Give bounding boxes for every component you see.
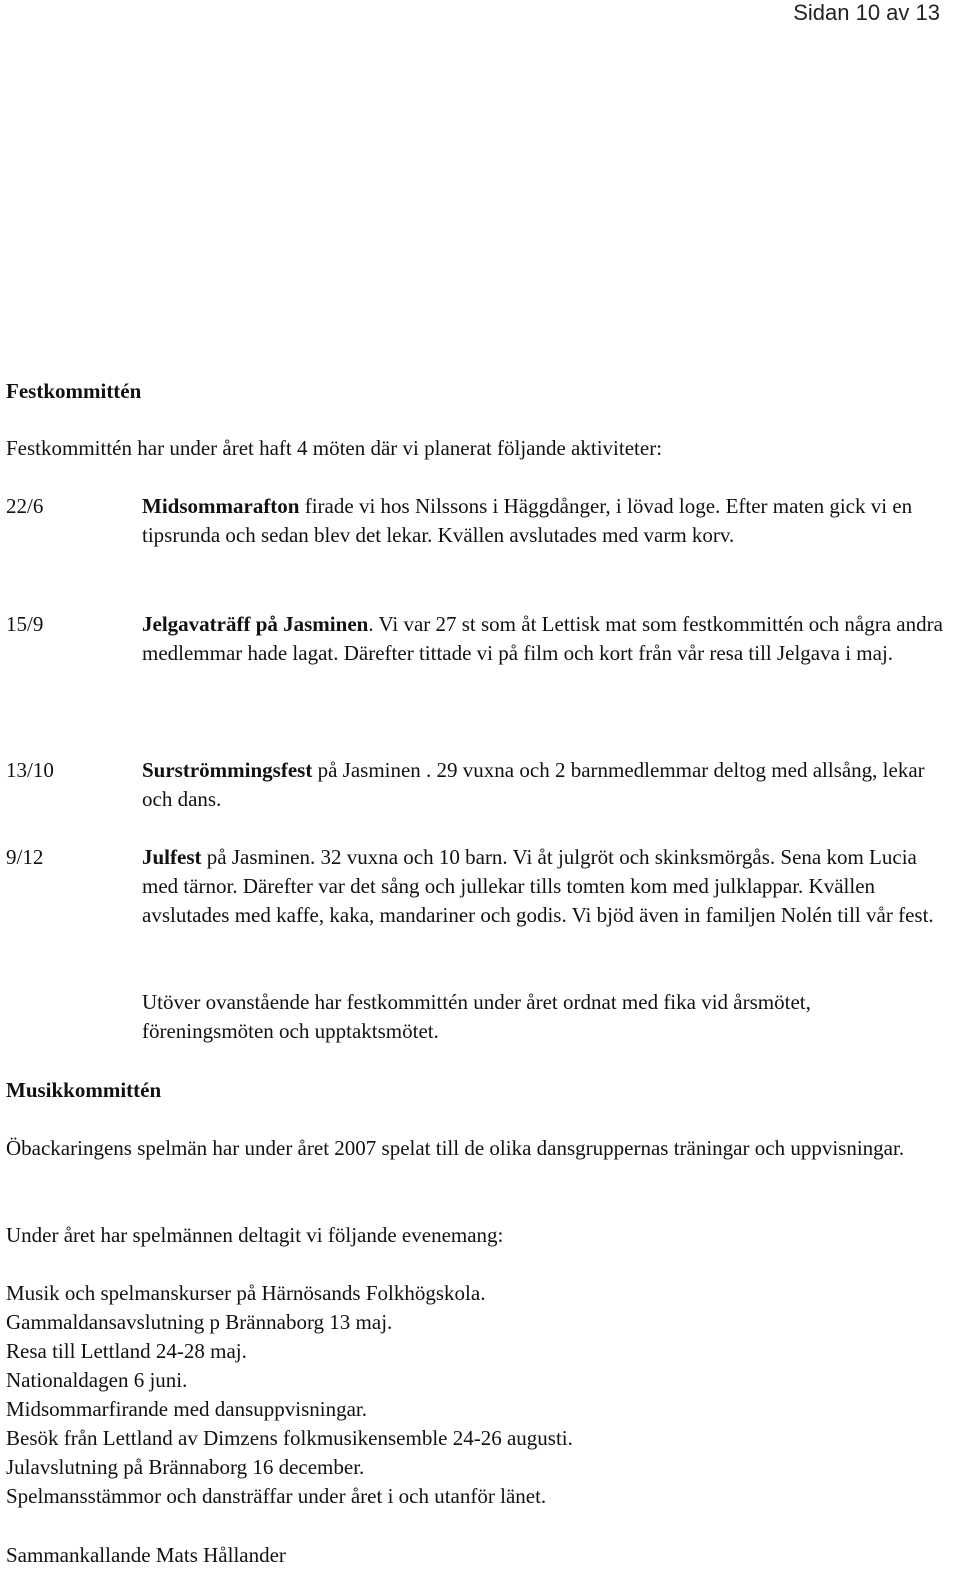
list-item: Spelmansstämmor och dansträffar under året i och utanför länet. (6, 1484, 547, 1508)
activity-title: Jelgavaträff på Jasminen (142, 612, 369, 636)
activity-entry-midsommarafton (6, 492, 946, 550)
activity-description (142, 756, 946, 814)
activity-title: Julfest (142, 845, 202, 869)
list-item: Julavslutning på Brännaborg 16 december. (6, 1455, 365, 1479)
musikkommitten-intro: Öbackaringens spelmän har under året 2007 spelat till de olika dansgruppernas träningar och uppvisningar. (6, 1136, 905, 1160)
festkommitten-closing: Utöver ovanstående har festkommittén under året ordnat med fika vid årsmötet, föreningsmöten och upptaktsmötet. (142, 990, 811, 1043)
activity-entry-jelgavatraff (6, 610, 946, 668)
events-intro: Under året har spelmännen deltagit vi följande evenemang: (6, 1223, 504, 1247)
list-item: Resa till Lettland 24-28 maj. (6, 1339, 247, 1363)
activity-text: på Jasminen . 29 vuxna och 2 barnmedlemmar deltog med allsång, lekar och dans. (142, 758, 925, 811)
list-item: Midsommarfirande med dansuppvisningar. (6, 1397, 368, 1421)
activity-date: 9/12 (6, 845, 44, 869)
festkommitten-closing-entry (6, 988, 946, 1046)
activity-date: 22/6 (6, 494, 44, 518)
festkommitten-intro: Festkommittén har under året haft 4 möten där vi planerat följande aktiviteter: (6, 436, 663, 460)
activity-entry-surstrommingsfest (6, 756, 946, 814)
list-item: Nationaldagen 6 juni. (6, 1368, 188, 1392)
activity-title: Midsommarafton (142, 494, 300, 518)
page-number: Sidan 10 av 13 (793, 0, 940, 25)
activity-title: Surströmmingsfest (142, 758, 313, 782)
list-item: Musik och spelmanskurser på Härnösands Folkhögskola. (6, 1281, 486, 1305)
activity-text: firade vi hos Nilssons i Häggdånger, i lövad loge. Efter maten gick vi en tipsrunda och sedan blev det lekar. Kvällen avslutades med varm korv. (142, 494, 913, 547)
musikkommitten-heading: Musikkommittén (6, 1078, 162, 1102)
activity-description (142, 610, 946, 668)
activity-description (142, 492, 946, 550)
list-item: Gammaldansavslutning p Brännaborg 13 maj. (6, 1310, 393, 1334)
list-item: Besök från Lettland av Dimzens folkmusikensemble 24-26 augusti. (6, 1426, 573, 1450)
activity-entry-julfest (6, 843, 946, 930)
events-list (6, 1279, 946, 1511)
activity-date: 15/9 (6, 612, 44, 636)
convener: Sammankallande Mats Hållander (6, 1543, 286, 1567)
activity-text: på Jasminen. 32 vuxna och 10 barn. Vi åt julgröt och skinksmörgås. Sena kom Lucia med tärnor. Därefter var det sång och jullekar tills tomten kom med julklappar. Kvällen avslutades med kaffe, kaka, mandariner och godis. Vi bjöd även in familjen Nolén till vår fest. (142, 845, 934, 927)
activity-text: . Vi var 27 st som åt Lettisk mat som festkommittén och några andra medlemmar hade lagat. Därefter tittade vi på film och kort från vår resa till Jelgava i maj. (142, 612, 943, 665)
festkommitten-heading: Festkommittén (6, 379, 142, 403)
activity-date: 13/10 (6, 758, 54, 782)
activity-description (142, 843, 946, 930)
